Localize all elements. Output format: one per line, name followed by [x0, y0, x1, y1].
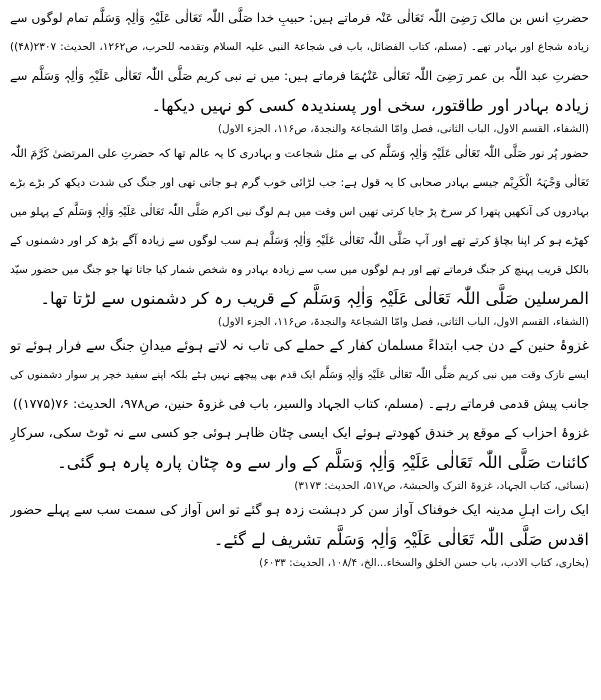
paragraph-hunain — [10, 332, 589, 419]
text-line: زیادہ بہادر اور طاقتور، سخی اور پسندیدہ کسی کو نہیں دیکھا۔ — [151, 96, 589, 115]
paragraph-anas-hadith — [10, 4, 589, 62]
citation-reference: (الشفاء، القسم الاول، الباب الثانی، فصل وامّا الشجاعۃ والنجدۃ، ص۱۱۶، الجزء الاول) — [217, 316, 589, 328]
text-line: جانب پیش قدمی فرماتے رہے۔ (مسلم، کتاب الجہاد والسیر، باب فی غزوۃ حنین، ص۹۷۸، الحدیث: ۷۶(۱۷۷۵)) — [12, 397, 589, 412]
paragraph-ibn-umar-hadith — [10, 62, 589, 139]
text-line: کائنات صَلَّی اللّٰہ تَعَالٰی عَلَیْہِ وَاٰلِہٖ وَسَلَّم کے وار سے وہ چٹان پارہ پارہ ہو گئی۔ — [57, 453, 589, 472]
citation-reference: (نسائی، کتاب الجہاد، غزوۃ الترک والحبشۃ، ص۵۱۷، الحدیث: ۳۱۷۳) — [294, 480, 589, 492]
text-line: زیادہ شجاع اور بہادر تھے۔ (مسلم، کتاب الفضائل، باب فی شجاعۃ النبی علیہ السلام وتقدمہ للحرب، ص۱۲۶۲، الحدیث: ۲۳۰۷(۴۸)) — [10, 41, 589, 53]
text-line: حضرتِ عبد اللّٰہ بن عمر رَضِیَ اللّٰہ تَعَالٰی عَنْہُمَا فرماتے ہیں: میں نے نبی کریم صَلَّی اللّٰہ تَعَالٰی عَلَیْہِ وَاٰلِہٖ وَسَلَّم سے — [10, 69, 589, 83]
text-line: تَعَالٰی وَجْہَہُ الْکَرِیْم جیسے بہادر صحابی کا یہ قول ہے: جب لڑائی خوب گرم ہو جاتی تھی اور جنگ کی شدت دیکھ کر بڑے بڑے — [10, 176, 589, 189]
text-line: کھڑے ہو کر اپنا بچاؤ کرتے تھے اور آپ صَلَّی اللّٰہ تَعَالٰی عَلَیْہِ وَاٰلِہٖ وَسَلَّم ہم سب لوگوں سے زیادہ آگے بڑھ کر اور دشمنوں کے — [10, 234, 589, 247]
text-line: غزوۂ حنین کے دن جب ابتداءً مسلمان کفار کے حملے کی تاب نہ لاتے ہوئے میدانِ جنگ سے فرار ہوئے تو — [10, 338, 589, 354]
text-line: المرسلین صَلَّی اللّٰہ تَعَالٰی عَلَیْہِ وَاٰلِہٖ وَسَلَّم کے قریب رہ کر دشمنوں سے لڑتا تھا۔ — [40, 289, 589, 308]
text-line: غزوۂ احزاب کے موقع پر خندق کھودتے ہوئے ایک ایسی چٹان ظاہر ہوئی جو کسی سے نہ ٹوٹ سکی، سرکارِ — [10, 426, 589, 441]
citation-reference: (الشفاء، القسم الاول، الباب الثانی، فصل وامّا الشجاعۃ والنجدۃ، ص۱۱۶، الجزء الاول) — [217, 123, 589, 135]
text-line: بالکل قریب پہنچ کر جنگ فرماتے تھے اور ہم لوگوں میں سب سے زیادہ بہادر وہ شخص شمار کیا جاتا تھا جو جنگ میں حضور سیّد — [10, 263, 589, 276]
text-line: بہادروں کی آنکھیں پتھرا کر سرخ پڑ جایا کرتی تھیں اس وقت میں ہم لوگ نبی اکرم صَلَّی اللّٰہ تَعَالٰی عَلَیْہِ وَاٰلِہٖ وَسَلَّم کے پہلو میں — [10, 205, 589, 218]
paragraph-madinah-night — [10, 496, 589, 573]
paragraph-ali-statement — [10, 139, 589, 332]
text-line: ایسے نازک وقت میں نبی کریم صَلَّی اللّٰہ تَعَالٰی عَلَیْہِ وَاٰلِہٖ وَسَلَّم ایک قدم بھی پیچھے نہیں ہٹے بلکہ اپنے سفید خچر پر سوار دشمنوں کی — [10, 369, 589, 381]
text-line: حضور پُر نور صَلَّی اللّٰہ تَعَالٰی عَلَیْہِ وَاٰلِہٖ وَسَلَّم کی بے مثل شجاعت و بہادری کا یہ عالم تھا کہ حضرتِ علی المرتضیٰ کَرَّمَ اللّٰہ — [10, 147, 589, 160]
text-line: اقدس صَلَّی اللّٰہ تَعَالٰی عَلَیْہِ وَاٰلِہٖ وَسَلَّم تشریف لے گئے۔ — [213, 530, 589, 549]
citation-reference: (بخاری، کتاب الادب، باب حسن الخلق والسخاء...الخ، ۱۰۸/۴، الحدیث: ۶۰۳۳) — [259, 557, 589, 569]
text-line: ایک رات اہلِ مدینہ ایک خوفناک آواز سن کر دہشت زدہ ہو گئے تو اس آواز کی سمت سب سے پہلے حضور — [10, 503, 589, 518]
paragraph-ahzab — [10, 419, 589, 496]
text-line: حضرتِ انس بن مالک رَضِیَ اللّٰہ تَعَالٰی عَنْہ فرماتے ہیں: حبیبِ خدا صَلَّی اللّٰہ تَعَالٰی عَلَیْہِ وَاٰلِہٖ وَسَلَّم تمام لوگوں سے — [10, 11, 589, 25]
